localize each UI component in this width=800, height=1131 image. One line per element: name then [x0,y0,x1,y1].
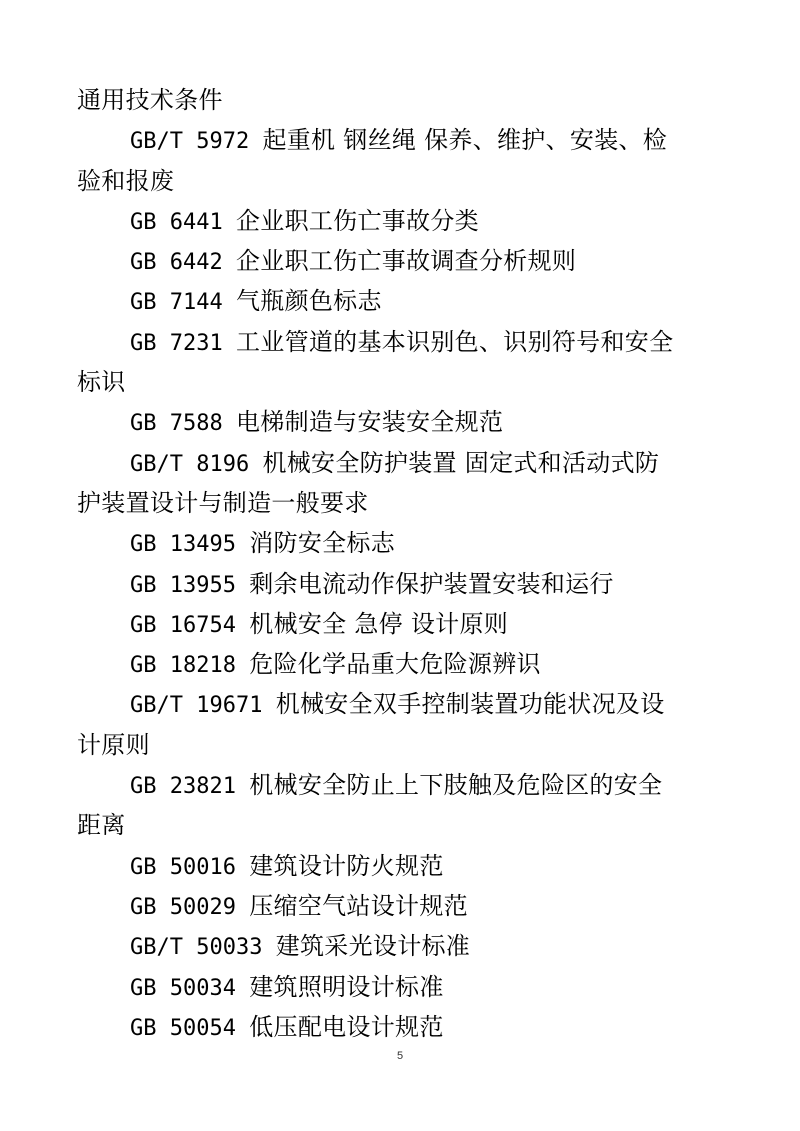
standard-title: 压缩空气站设计规范 [249,891,468,920]
standard-entry [77,604,727,644]
standard-title: 护装置设计与制造一般要求 [77,488,369,517]
standard-title: 起重机 钢丝绳 保养、维护、安装、检 [262,126,668,155]
standard-code: GB 7588 [130,411,236,437]
standard-title: 电梯制造与安装安全规范 [235,408,504,437]
standard-entry [77,684,727,724]
continuation-line [77,161,727,201]
standard-code: GB 7231 [130,330,236,356]
continuation-line [77,483,727,523]
continuation-line [77,80,727,120]
standard-entry [77,523,727,563]
standard-code: GB/T 19671 [130,693,276,719]
standard-entry [77,402,727,442]
page-number: 5 [396,1050,404,1062]
standard-entry [77,120,727,160]
standard-entry [77,967,727,1007]
standard-title: 气瓶颜色标志 [235,287,382,316]
standard-title: 低压配电设计规范 [249,1012,444,1041]
standard-code: GB 16754 [130,612,250,638]
continuation-line [77,362,727,402]
standard-entry [77,241,727,281]
standard-entry [77,201,727,241]
standard-entry [77,564,727,604]
standard-entry [77,1007,727,1047]
standard-title: 验和报废 [77,166,175,195]
standard-title: 建筑采光设计标准 [275,932,471,961]
standard-code: GB/T 50033 [130,935,276,961]
standard-title: 机械安全双手控制装置功能状况及设 [275,690,665,719]
standard-code: GB 23821 [130,774,250,800]
standard-code: GB 50029 [130,894,250,920]
standard-code: GB 13955 [130,572,250,598]
standard-title: 机械安全防护装置 固定式和活动式防 [262,448,660,477]
standard-title: 建筑设计防火规范 [249,851,444,880]
standard-entry [77,765,727,805]
standard-code: GB 7144 [130,290,236,316]
continuation-line [77,725,727,765]
standard-code: GB/T 5972 [130,129,263,155]
standard-title: 企业职工伤亡事故调查分析规则 [235,247,577,276]
standard-entry [77,443,727,483]
standard-entry [77,281,727,321]
standard-code: GB 6442 [130,250,236,276]
standard-title: 消防安全标志 [249,529,396,558]
standard-title: 剩余电流动作保护装置安装和运行 [249,569,614,598]
standard-code: GB 13495 [130,532,250,558]
standard-entry [77,846,727,886]
continuation-line [77,805,727,845]
standard-code: GB 18218 [130,653,250,679]
standard-entry [77,644,727,684]
standard-title: 机械安全防止上下肢触及危险区的安全 [249,771,663,800]
standard-title: 计原则 [77,730,150,759]
standard-entry [77,926,727,966]
standard-code: GB 6441 [130,209,236,235]
standard-code: GB 50034 [130,975,250,1001]
standard-title: 危险化学品重大危险源辨识 [249,650,541,679]
standard-title: 标识 [77,368,126,397]
standard-title: 距离 [77,811,126,840]
standard-title: 通用技术条件 [77,86,223,114]
standards-reference-list [77,80,727,1047]
standard-title: 工业管道的基本识别色、识别符号和安全 [235,327,674,356]
standard-code: GB 50016 [130,854,250,880]
standard-title: 机械安全 急停 设计原则 [249,609,509,638]
standard-title: 企业职工伤亡事故分类 [235,206,479,235]
standard-entry [77,886,727,926]
standard-code: GB 50054 [130,1015,250,1041]
standard-code: GB/T 8196 [130,451,263,477]
standard-title: 建筑照明设计标准 [249,972,444,1001]
standard-entry [77,322,727,362]
